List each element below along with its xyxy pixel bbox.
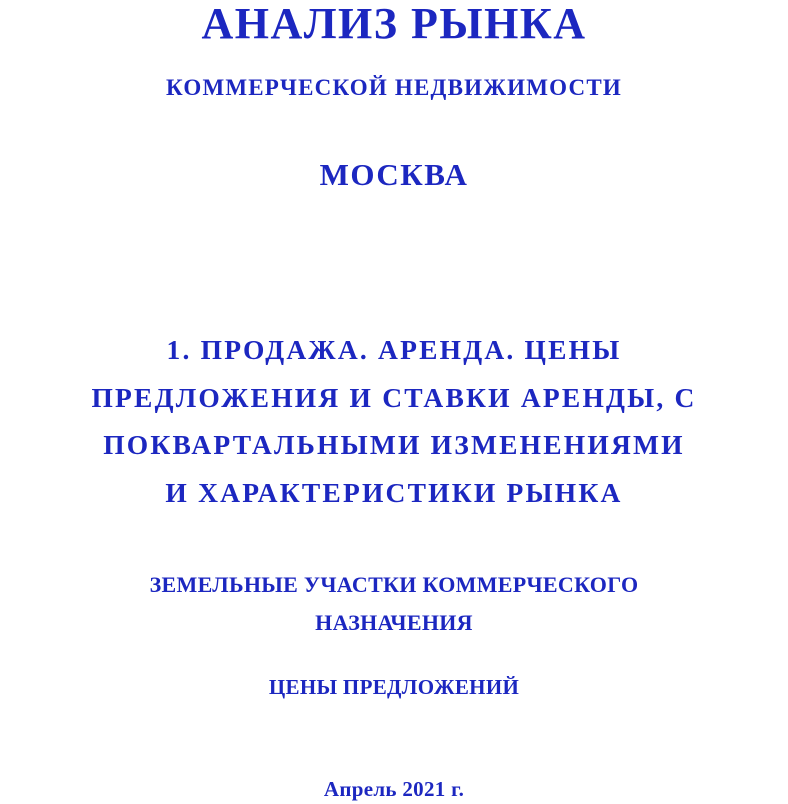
- market-segment-line: ЗЕМЕЛЬНЫЕ УЧАСТКИ КОММЕРЧЕСКОГО: [149, 572, 639, 597]
- report-date: Апрель 2021 г.: [323, 777, 465, 801]
- section-heading-line: И ХАРАКТЕРИСТИКИ РЫНКА: [165, 476, 623, 508]
- document-title: АНАЛИЗ РЫНКА: [201, 0, 587, 48]
- section-heading-line: ПОКВАРТАЛЬНЫМИ ИЗМЕНЕНИЯМИ: [103, 429, 685, 460]
- section-heading-line: 1. ПРОДАЖА. АРЕНДА. ЦЕНЫ: [166, 334, 622, 365]
- market-segment-heading: [0, 566, 788, 642]
- city-heading: МОСКВА: [319, 157, 469, 192]
- section-heading-line: ПРЕДЛОЖЕНИЯ И СТАВКИ АРЕНДЫ, С: [91, 381, 697, 413]
- market-segment-line: НАЗНАЧЕНИЯ: [315, 610, 473, 635]
- section-heading: [0, 326, 788, 516]
- price-type-heading: ЦЕНЫ ПРЕДЛОЖЕНИЙ: [268, 675, 520, 699]
- document-subtitle: КОММЕРЧЕСКОЙ НЕДВИЖИМОСТИ: [166, 75, 622, 100]
